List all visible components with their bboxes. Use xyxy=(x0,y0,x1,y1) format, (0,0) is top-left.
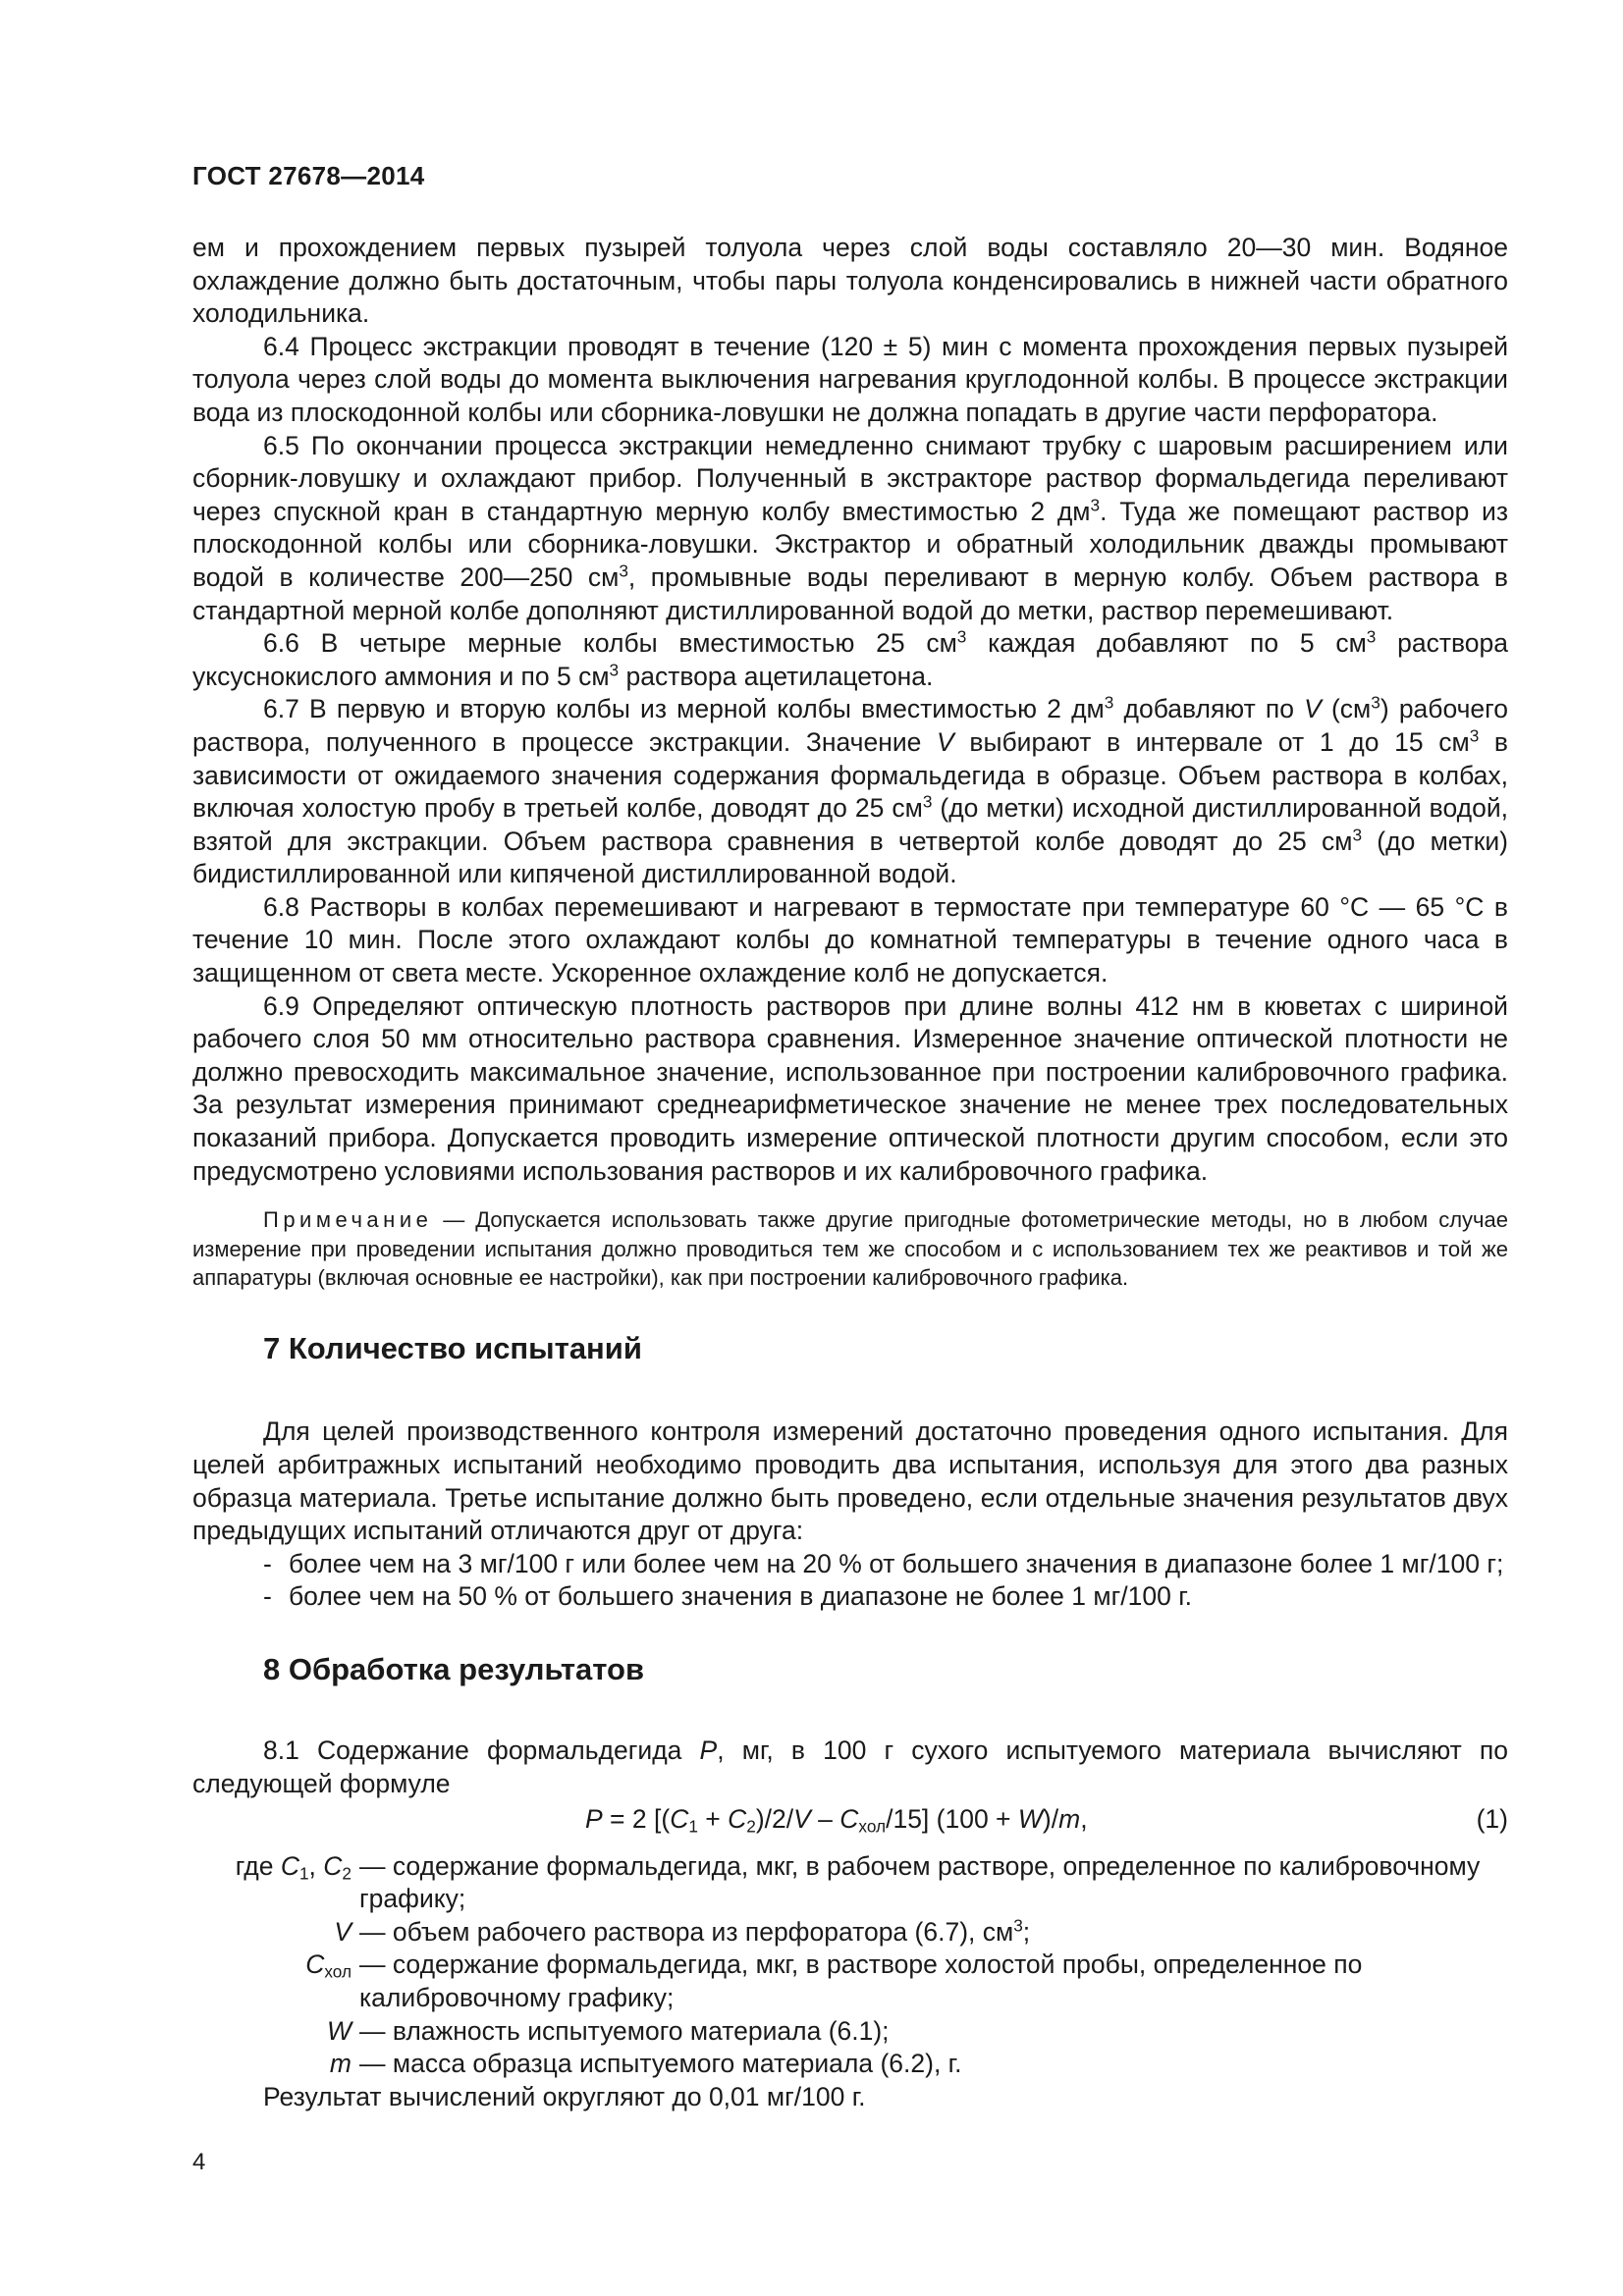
formula-symbol: C xyxy=(323,1850,343,1881)
clause-number: 6.8 xyxy=(263,891,299,922)
section-7-paragraph: Для целей производственного контроля измерений достаточно проведения одного испытания. Для целей арбитражных испытаний необходимо проводить два испытания, используя для этого два разных образца материала. Третье испытание должно быть проведено, если отдельные значения результатов двух предыдущих испытаний отличаются друг от друга: xyxy=(192,1416,1508,1546)
clause-6-9 xyxy=(192,990,1508,1189)
symbol-definitions xyxy=(192,1850,1508,2081)
page-number: 4 xyxy=(192,2149,206,2175)
definition-text: — объем рабочего раствора из перфоратора (6.7), см xyxy=(359,1916,1014,1947)
definition-symbol: где $C_1$, $C_2$ xyxy=(235,1850,352,1883)
clause-number: 6.5 xyxy=(263,430,299,460)
formula-symbol: C xyxy=(280,1850,299,1881)
variable-p: P xyxy=(699,1735,718,1766)
subscript: 2 xyxy=(746,1815,756,1836)
clause-6-7 xyxy=(192,693,1508,891)
list-item-text: более чем на 3 мг/100 г или более чем на 20 % от большего значения в диапазоне более 1 мг/100 г; xyxy=(289,1548,1504,1578)
clause-text: добавляют по xyxy=(1113,694,1305,724)
definition-symbol xyxy=(192,2048,352,2081)
clause-6-6 xyxy=(192,627,1508,693)
formula-symbol: C xyxy=(839,1803,859,1834)
clause-text: В первую и вторую колбы из мерной колбы вместимостью 2 дм xyxy=(309,694,1105,724)
clause-8-1 xyxy=(192,1735,1508,1800)
clause-text: Определяют оптическую плотность растворов при длине волны 412 нм в кюветах с шириной рабочего слоя 50 мм относительно раствора сравнения. Измеренное значение оптической плотности не должно превосходить максимальное значение, использованное при построении калибровочного графика. За результат измерения принимают среднеарифметическое значение не менее трех последовательных показаний прибора. Допускается проводить измерение оптической плотности другим способом, если это предусмотрено условиями использования растворов и их калибровочного графика. xyxy=(192,990,1508,1186)
formula-text: /15] (100 + xyxy=(886,1803,1018,1834)
definition-symbol xyxy=(192,1916,352,1949)
formula-1 xyxy=(192,1803,1508,1837)
clause-text: . Туда же помещают раствор из плоскодонной колбы или сборника-ловушки. Экстрактор и обратный холодильник дважды промывают водой в количестве 200—250 см xyxy=(192,496,1509,592)
clause-text: , промывные воды переливают в мерную колбу. Объем раствора в стандартной мерной колбе дополняют дистиллированной водой до метки, раствор перемешивают. xyxy=(192,561,1508,625)
superscript: 3 xyxy=(1469,725,1480,746)
definition-w xyxy=(192,2015,1508,2049)
formula-symbol: W xyxy=(326,2015,352,2046)
clause-6-4 xyxy=(192,331,1508,430)
superscript: 3 xyxy=(609,660,620,680)
where-label: где xyxy=(235,1850,281,1881)
formula-expression xyxy=(585,1803,1088,1837)
superscript: 3 xyxy=(956,626,967,647)
clause-number: 6.7 xyxy=(263,694,299,724)
formula-text: – xyxy=(810,1803,840,1834)
formula-symbol: m xyxy=(329,2049,352,2079)
formula-symbol: C xyxy=(670,1803,689,1834)
subscript: хол xyxy=(858,1815,887,1836)
clause-number: 8.1 xyxy=(263,1735,299,1766)
formula-symbol: W xyxy=(1017,1803,1043,1834)
intro-paragraph: ем и прохождением первых пузырей толуола через слой воды составляло 20—30 мин. Водяное охлаждение должно быть достаточным, чтобы пары толуола конденсировались в нижней части обратного холодильника. xyxy=(192,233,1508,329)
clause-text: (см xyxy=(1321,694,1372,724)
list-dash: - xyxy=(263,1581,272,1612)
clause-text: каждая добавляют по 5 см xyxy=(966,628,1367,659)
clause-text: Растворы в колбах перемешивают и нагревают в термостате при температуре 60 °C — 65 °C в течение 10 мин. После этого охлаждают колбы до комнатной температуры в течение одного часа в защищенном от света месте. Ускоренное охлаждение колб не допускается. xyxy=(192,891,1509,988)
clause-text: Содержание формальдегида xyxy=(317,1735,700,1766)
variable-v: V xyxy=(1304,694,1322,724)
subscript: 2 xyxy=(342,1862,352,1883)
formula-text: + xyxy=(697,1803,729,1834)
clause-number: 6.4 xyxy=(263,331,299,361)
definition-v xyxy=(192,1916,1508,1949)
formula-number: (1) xyxy=(1476,1803,1508,1834)
document-code-header: ГОСТ 27678—2014 xyxy=(192,161,425,190)
clause-6-5 xyxy=(192,430,1508,628)
formula-text: )/ xyxy=(1042,1803,1059,1834)
clause-number: 6.9 xyxy=(263,990,299,1021)
list-item-text: более чем на 50 % от большего значения в диапазоне не более 1 мг/100 г. xyxy=(289,1581,1192,1612)
formula-symbol: C xyxy=(305,1949,325,1980)
formula-symbol: m xyxy=(1058,1803,1081,1834)
definition-text: ; xyxy=(1022,1916,1031,1947)
definition-text: — масса образца испытуемого материала (6.2), г. xyxy=(359,2049,962,2079)
section-8-heading: 8 Обработка результатов xyxy=(263,1651,645,1686)
note-paragraph xyxy=(192,1205,1508,1293)
clause-text: (до метки) исходной дистиллированной водой, взятой для экстракции. Объем раствора сравнения в четвертой колбе доводят до 25 см xyxy=(192,793,1508,856)
definition-text: — содержание формальдегида, мкг, в рабочем растворе, определенное по калибровочному графику; xyxy=(359,1850,1481,1914)
subscript: 1 xyxy=(688,1815,698,1836)
clause-6-8 xyxy=(192,891,1508,990)
definition-text: — содержание формальдегида, мкг, в растворе холостой пробы, определенное по калибровочному графику; xyxy=(359,1949,1363,2013)
note-label: Примечание xyxy=(263,1207,433,1233)
definition-c-hol xyxy=(192,1949,1508,2014)
list-dash: - xyxy=(263,1548,272,1578)
definition-m xyxy=(192,2048,1508,2081)
list-item xyxy=(263,1580,1508,1614)
note-text: — Допускается использовать также другие пригодные фотометрические методы, но в любом случае измерение при проведении испытания должно проводиться тем же способом и с использованием тех же реактивов и той же аппаратуры (включая основные ее настройки), как при построении калибровочного графика. xyxy=(192,1207,1508,1291)
clause-text: В четыре мерные колбы вместимостью 25 см xyxy=(320,628,957,659)
definition-symbol xyxy=(192,2015,352,2049)
definition-text: — влажность испытуемого материала (6.1); xyxy=(359,2015,890,2046)
subscript: хол xyxy=(324,1961,352,1982)
definition-c1-c2 xyxy=(192,1850,1508,1916)
list-item xyxy=(263,1548,1508,1581)
subscript: 1 xyxy=(298,1862,309,1883)
variable-v: V xyxy=(937,726,954,757)
definition-symbol xyxy=(192,1949,352,1982)
clause-text: , мг, в 100 г сухого испытуемого материала вычисляют по следующей формуле xyxy=(192,1735,1508,1799)
clause-text: выбирают в интервале от 1 до 15 см xyxy=(953,726,1470,757)
superscript: 3 xyxy=(619,561,628,581)
formula-text: , xyxy=(1080,1803,1088,1834)
formula-text: )/2/ xyxy=(755,1803,794,1834)
superscript: 3 xyxy=(922,791,933,812)
clause-number: 6.6 xyxy=(263,628,299,659)
clause-text: По окончании процесса экстракции немедленно снимают трубку с шаровым расширением или сборник-ловушку и охлаждают прибор. Полученный в экстракторе раствор формальдегида переливают через спускной кран в стандартную мерную колбу вместимостью 2 дм xyxy=(192,430,1508,526)
clause-text: раствора ацетилацетона. xyxy=(619,661,934,691)
clause-text: ) рабочего раствора, полученного в процессе экстракции. Значение xyxy=(192,694,1508,757)
rounding-note: Результат вычислений округляют до 0,01 мг/100 г. xyxy=(263,2081,866,2111)
formula-symbol: V xyxy=(334,1916,352,1947)
superscript: 3 xyxy=(1366,626,1377,647)
clause-text: Процесс экстракции проводят в течение (120 ± 5) мин с момента прохождения первых пузырей толуола через слой воды до момента выключения нагревания круглодонной колбы. В процессе экстракции вода из плоскодонной колбы или сборника-ловушки не должна попадать в другие части перфоратора. xyxy=(192,331,1508,427)
formula-text: = 2 [( xyxy=(602,1803,671,1834)
formula-symbol: V xyxy=(793,1803,811,1834)
section-7-heading: 7 Количество испытаний xyxy=(263,1330,642,1365)
superscript: 3 xyxy=(1352,825,1363,845)
clause-text: в зависимости от ожидаемого значения содержания формальдегида в образце. Объем раствора в колбах, включая холостую пробу в третьей колбе, доводят до 25 см xyxy=(192,726,1508,824)
superscript: 3 xyxy=(1013,1915,1023,1936)
document-body xyxy=(192,232,1508,2113)
superscript: 3 xyxy=(1371,692,1380,713)
formula-symbol: C xyxy=(728,1803,747,1834)
superscript: 3 xyxy=(1090,495,1101,515)
formula-symbol: P xyxy=(585,1803,603,1834)
clause-text: раствора уксуснокислого аммония и по 5 см xyxy=(192,628,1508,691)
superscript: 3 xyxy=(1104,692,1114,713)
clause-text: (до метки) бидистиллированной или кипяченой дистиллированной водой. xyxy=(192,826,1509,889)
